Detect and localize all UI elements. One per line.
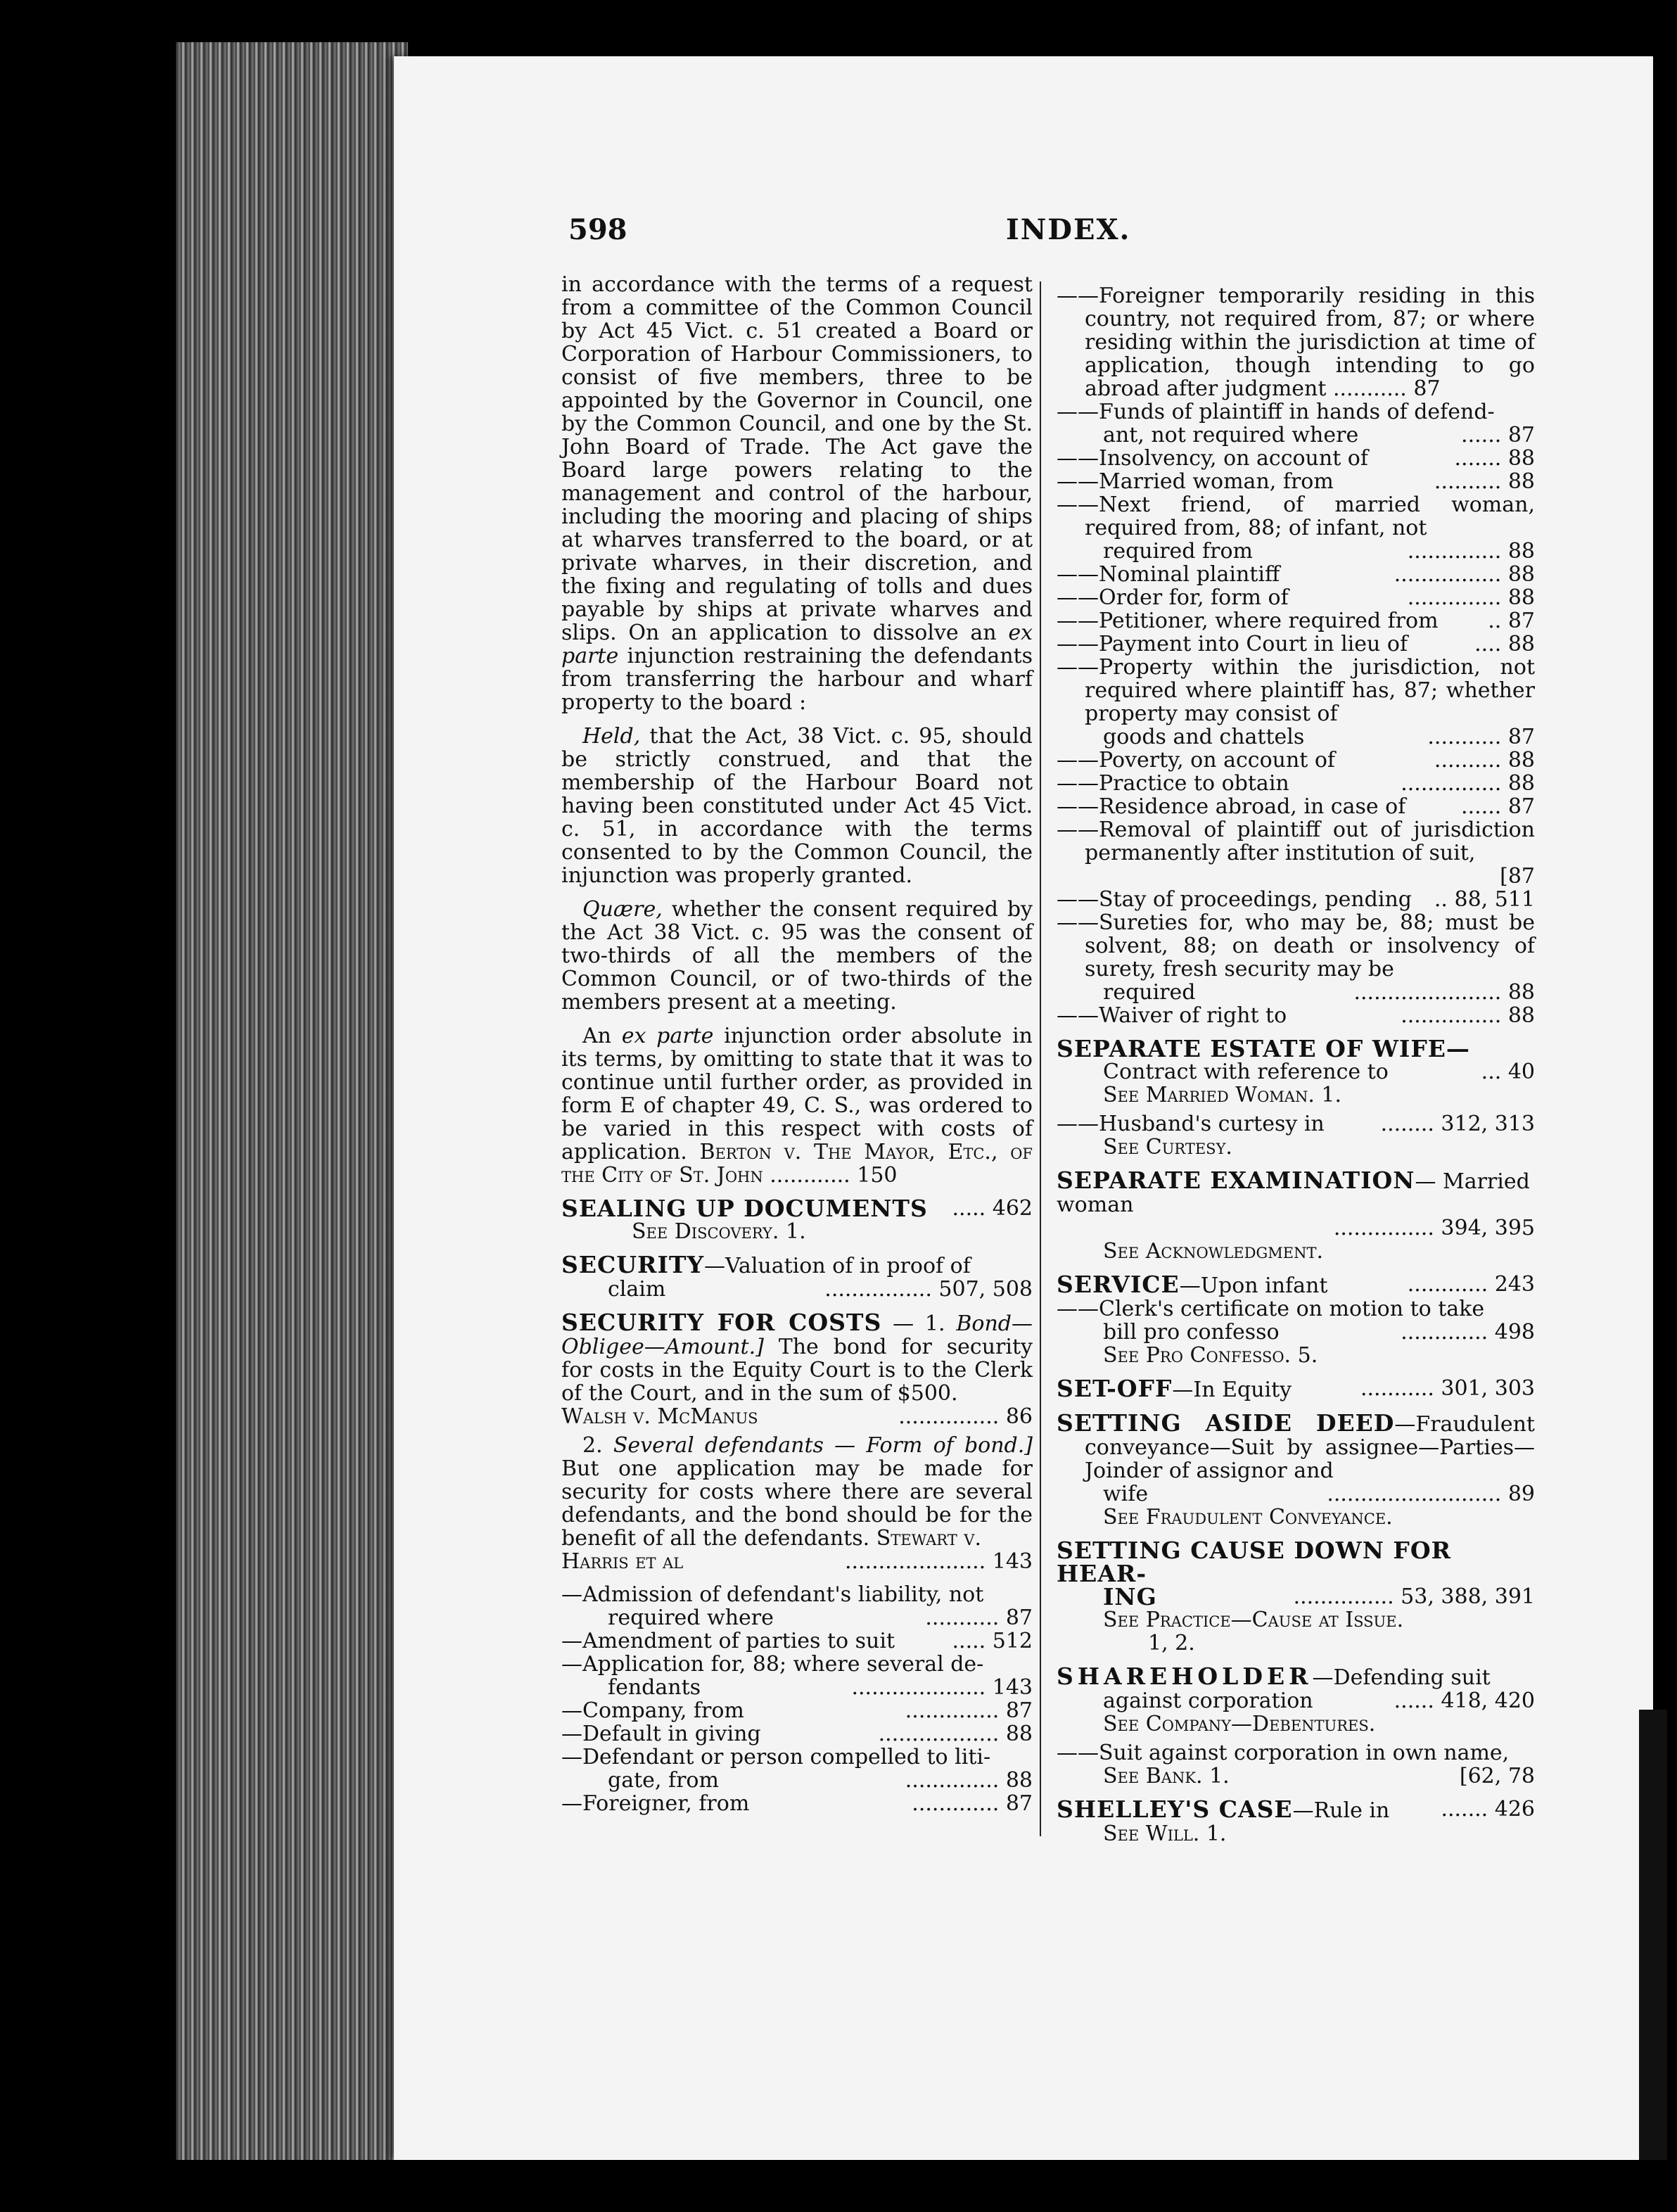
- quaere-paragraph: Quære, whether the consent required by the Act 38 Vict. c. 95 was the consent of two-thirds of all the members of the Common Council, or of two-thirds of the members present at a meeting.: [561, 897, 1033, 1015]
- subentry: —Admission of defendant's liability, not required where ........... 87: [561, 1582, 1033, 1630]
- subentry: —Foreigner, from ............. 87: [561, 1791, 1033, 1816]
- index-entry-setting-cause-down: SETTING CAUSE DOWN FOR HEAR- ING ............... 53, 388, 391 See Practice—Cause at Issue. 1, 2.: [1057, 1537, 1535, 1655]
- intro-paragraph: in accordance with the terms of a request from a committee of the Common Council by Act 45 Vict. c. 51 created a Board or Corporation of Harbour Commissioners, to consist of five members, three to be appointed by the Governor in Council, one by the Common Council, and one by the St. John Board of Trade. The Act gave the Board large powers relating to the management and control of the harbour, including the mooring and placing of ships at wharves transferred to the board, or at private wharves, in their discretion, and the fixing and regulating of tolls and dues payable by ships at private wharves and slips. On an application to dissolve an ex parte injunction restraining the defendants from transferring the harbour and wharf property to the board :: [561, 272, 1033, 715]
- index-entry-setting-aside-deed: SETTING ASIDE DEED—Fraudulent conveyance—Suit by assignee—Parties—Joinder of assignor and wife .......................... 89 See Fraudulent Conveyance.: [1057, 1409, 1535, 1530]
- index-entry-separate-examination: SEPARATE EXAMINATION— Married woman ............... 394, 395 See Acknowledgment.: [1057, 1167, 1535, 1264]
- subentry: ——Practice to obtain ............... 88: [1057, 771, 1535, 796]
- index-entry-separate-estate: SEPARATE ESTATE OF WIFE— Contract with reference to ... 40 See Married Woman. 1. ——Husband's curtesy in ........ 312, 313 See Curtesy.: [1057, 1035, 1535, 1159]
- index-entry-shelleys-case: SHELLEY'S CASE—Rule in ....... 426 See Will. 1.: [1057, 1795, 1535, 1846]
- subentry: ——Married woman, from .......... 88: [1057, 469, 1535, 494]
- subentry: ——Petitioner, where required from .. 87: [1057, 609, 1535, 633]
- subentry: ——Order for, form of .............. 88: [1057, 585, 1535, 610]
- subentry: ——Residence abroad, in case of ...... 87: [1057, 794, 1535, 819]
- subentry: ——Nominal plaintiff ................ 88: [1057, 562, 1535, 587]
- subentry: ——Foreigner temporarily residing in this country, not required from, 87; or where residing within the jurisdiction at time of application, though intending to go abroad after judgment ........... 87: [1057, 284, 1535, 401]
- subentry: ——Removal of plaintiff out of jurisdiction permanently after institution of suit, [87: [1057, 818, 1535, 889]
- gutter-shadow: [1639, 1710, 1667, 2160]
- subentry: —Application for, 88; where several de- fendants .................... 143: [561, 1652, 1033, 1700]
- subentry: —Defendant or person compelled to liti- gate, from .............. 88: [561, 1745, 1033, 1793]
- subentry: ——Next friend, of married woman, required from, 88; of infant, not required from .............. 88: [1057, 492, 1535, 564]
- subentry: ——Insolvency, on account of ....... 88: [1057, 446, 1535, 471]
- ex-parte-paragraph: An ex parte injunction order absolute in its terms, by omitting to state that it was to continue until further order, as provided in form E of chapter 49, C. S., was ordered to be varied in this respect with costs of application. Berton v. The Mayor, Etc., of the City of St. John ............ 150: [561, 1024, 1033, 1188]
- subentry: —Company, from .............. 87: [561, 1698, 1033, 1723]
- book-page-edges: [176, 42, 408, 2160]
- security-costs-subentries: [561, 1583, 1033, 1815]
- index-entry-security: SECURITY—Valuation of in proof of claim ................ 507, 508: [561, 1251, 1033, 1302]
- subentry: ——Payment into Court in lieu of .... 88: [1057, 632, 1535, 656]
- index-entry-service: SERVICE—Upon infant ............ 243 ——Clerk's certificate on motion to take bill pro confesso ............. 498 See Pro Confesso. 5.: [1057, 1271, 1535, 1368]
- subentry: ——Stay of proceedings, pending .. 88, 511: [1057, 887, 1535, 912]
- subentry: ——Sureties for, who may be, 88; must be solvent, 88; on death or insolvency of surety, fresh security may be required ...................... 88: [1057, 910, 1535, 1005]
- subentry: ——Property within the jurisdiction, not required where plaintiff has, 87; whether property may consist of goods and chattels ........... 87: [1057, 655, 1535, 749]
- subentry: ——Funds of plaintiff in hands of defend- ant, not required where ...... 87: [1057, 400, 1535, 447]
- page-title: INDEX.: [1006, 213, 1131, 246]
- index-entry-sealing: SEALING UP DOCUMENTS ..... 462 See Discovery. 1.: [561, 1195, 1033, 1244]
- page-number: 598: [568, 213, 627, 246]
- held-paragraph: Held, that the Act, 38 Vict. c. 95, should be strictly construed, and that the membership of the Harbour Board not having been constituted under Act 45 Vict. c. 51, in accordance with the terms consented to by the Common Council, the injunction was properly granted.: [561, 724, 1033, 888]
- subentry: ——Waiver of right to ............... 88: [1057, 1003, 1535, 1028]
- index-entry-set-off: SET-OFF—In Equity ........... 301, 303: [1057, 1375, 1535, 1402]
- index-entry-shareholder: SHAREHOLDER—Defending suit against corporation ...... 418, 420 See Company—Debentures. ——Suit against corporation in own name, See Bank. 1. [62, 78: [1057, 1663, 1535, 1788]
- index-entry-security-for-costs: SECURITY FOR COSTS — 1. Bond—Obligee—Amount.] The bond for security for costs in the Equity Court is to the Clerk of the Court, and in the sum of $500. Walsh v. McManus ............... 86 2. Several defendants — Form of bond.] But one application may be made for security for costs where there are several defendants, and the bond should be for the benefit of all the defendants. Stewart v. Harris et al ..................... 143: [561, 1309, 1033, 1574]
- subentry: —Amendment of parties to suit ..... 512: [561, 1629, 1033, 1653]
- subentry: ——Poverty, on account of .......... 88: [1057, 748, 1535, 773]
- subentry: —Default in giving .................. 88: [561, 1722, 1033, 1746]
- left-column: [561, 273, 1033, 1815]
- column-divider: [1040, 281, 1041, 1836]
- right-column: [1057, 284, 1535, 1845]
